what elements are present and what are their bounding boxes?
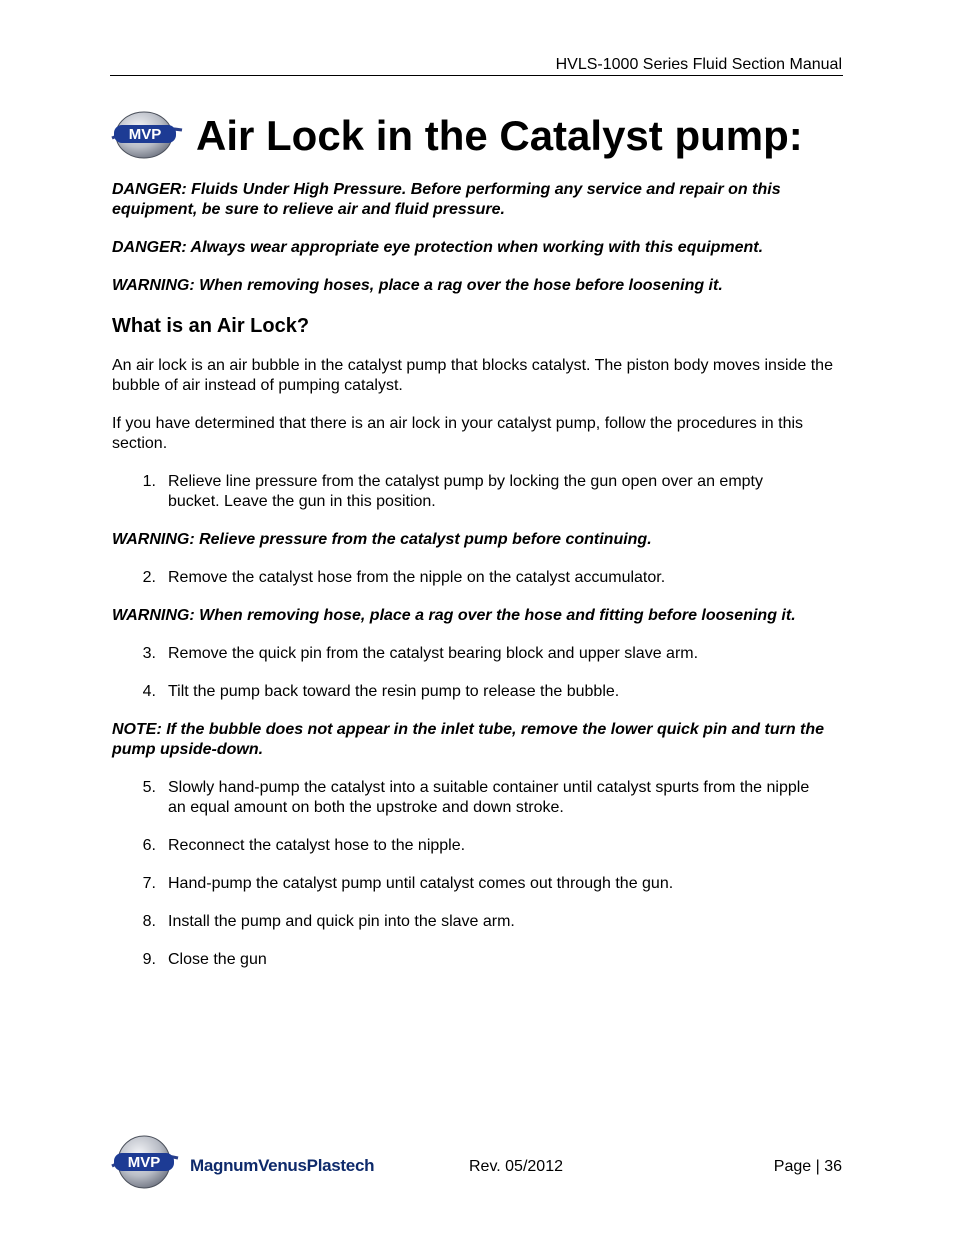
step-item (112, 950, 847, 970)
step-item (112, 836, 847, 856)
page-title: Air Lock in the Catalyst pump: (196, 112, 803, 159)
step-text: Remove the quick pin from the catalyst bearing block and upper slave arm. (168, 645, 699, 662)
paragraph-definition: An air lock is an air bubble in the catalyst pump that blocks catalyst. The piston body moves inside the bubble of air instead of pumping catalyst. (112, 357, 833, 394)
footer-brand-text: MagnumVenusPlastech (190, 1156, 375, 1175)
header-rule (110, 75, 843, 76)
step-item (112, 912, 847, 932)
step-item (112, 682, 847, 702)
step-number: 5. (142, 779, 156, 796)
step-text: Hand-pump the catalyst pump until catalyst comes out through the gun. (168, 875, 674, 892)
mvp-logo-icon (106, 108, 186, 160)
paragraph-intro: If you have determined that there is an air lock in your catalyst pump, follow the procedures in this section. (112, 415, 804, 452)
step-text: Reconnect the catalyst hose to the nipple. (168, 837, 466, 854)
footer-page-number: Page | 36 (773, 1158, 842, 1175)
footer-mvp-logo-icon (108, 1132, 180, 1192)
step-text: Close the gun (168, 951, 267, 968)
danger-eye-protection: DANGER: Always wear appropriate eye protection when working with this equipment. (112, 239, 764, 256)
step-item (112, 874, 847, 894)
step-number: 6. (142, 837, 156, 854)
step-number: 7. (142, 875, 156, 892)
step-number: 8. (142, 913, 156, 930)
header-manual-title: HVLS-1000 Series Fluid Section Manual (555, 56, 842, 73)
step-item (112, 472, 847, 512)
step-number: 4. (142, 683, 156, 700)
step-number: 1. (142, 473, 156, 490)
step-item (112, 568, 847, 588)
step-text: Slowly hand-pump the catalyst into a suitable container until catalyst spurts from the nipple an equal amount on both the upstroke and down stroke. (168, 779, 810, 816)
step-text: Remove the catalyst hose from the nipple on the catalyst accumulator. (168, 569, 666, 586)
svg-text:MVP: MVP (127, 1154, 161, 1171)
step-text: Install the pump and quick pin into the slave arm. (168, 913, 515, 930)
note-bubble: NOTE: If the bubble does not appear in the inlet tube, remove the lower quick pin and turn the pump upside-down. (112, 721, 825, 758)
danger-pressure: DANGER: Fluids Under High Pressure. Before performing any service and repair on this equipment, be sure to relieve air and fluid pressure. (112, 181, 781, 218)
footer-revision: Rev. 05/2012 (469, 1158, 563, 1175)
page-content (112, 180, 847, 988)
step-text: Tilt the pump back toward the resin pump to release the bubble. (168, 683, 620, 700)
warning-hoses: WARNING: When removing hoses, place a rag over the hose before loosening it. (112, 277, 723, 294)
warning-removing-hose: WARNING: When removing hose, place a rag over the hose and fitting before loosening it. (112, 607, 796, 624)
warning-relieve-pressure: WARNING: Relieve pressure from the catalyst pump before continuing. (112, 531, 652, 548)
step-number: 9. (142, 951, 156, 968)
svg-text:MVP: MVP (128, 126, 162, 143)
step-item (112, 644, 847, 664)
step-number: 3. (142, 645, 156, 662)
section-heading: What is an Air Lock? (112, 315, 310, 337)
step-item (112, 778, 847, 818)
step-number: 2. (142, 569, 156, 586)
step-text: Relieve line pressure from the catalyst pump by locking the gun open over an empty bucket. Leave the gun in this position. (168, 473, 763, 510)
